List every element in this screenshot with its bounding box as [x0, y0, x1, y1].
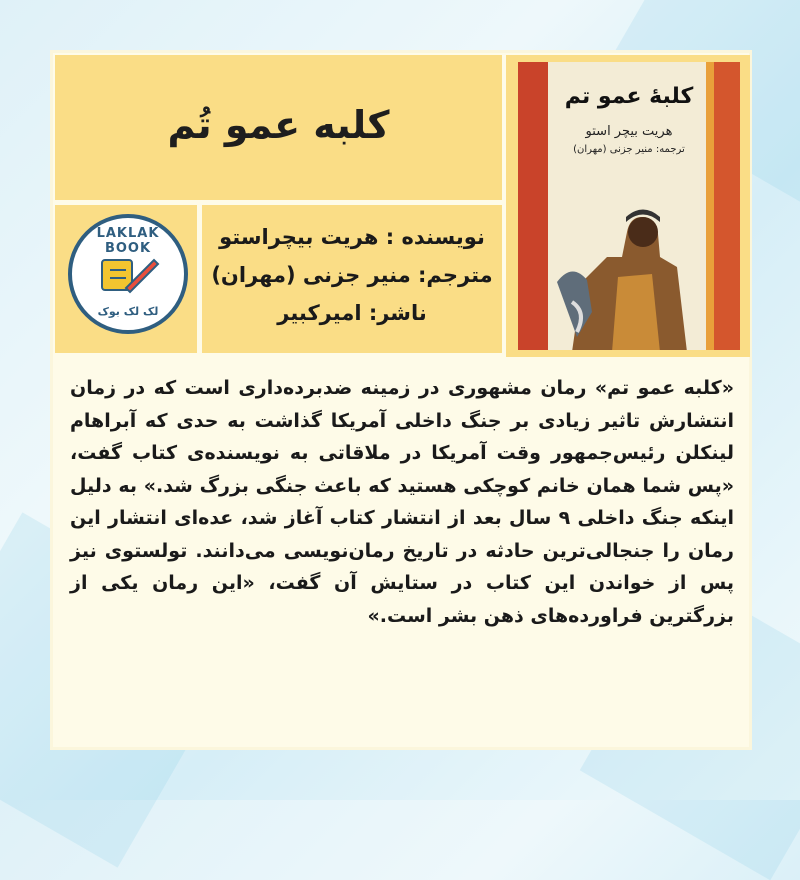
book-description: «کلبه عمو تم» رمان مشهوری در زمینه ضدبرده‌داری است که در زمان انتشارش تاثیر زیادی بر جنگ داخلی آمریکا گذاشت به حدی که آبراهام لینکلن رئیس‌جمهور وقت آمریکا در ملاقاتی به نویسنده‌ی کتاب گفت، «پس شما همان خانم کوچکی هستید که باعث جنگی بزرگ شد.» به دلیل اینکه جنگ داخلی ۹ سال بعد از انتشار کتاب آغاز شد، عده‌ای انتشار این رمان را جنجالی‌ترین حادثه در تاریخ رمان‌نویسی می‌دانند. تولستوی نیز پس از خواندن این کتاب در ستایش آن گفت، «این رمان یکی از بزرگترین فراورده‌های ذهن بشر است.»: [70, 377, 734, 627]
cover-author: هریت بیچر استو: [585, 124, 673, 139]
publisher-line: ناشر: امیرکبیر: [277, 301, 427, 325]
logo-text: LAKLAK BOOK: [96, 226, 160, 256]
cover-illustration: [552, 162, 702, 350]
info-panel: [202, 205, 502, 353]
translator-line: مترجم: منیر جزنی (مهران): [211, 263, 493, 287]
logo-text: لک لک بوک: [97, 305, 159, 318]
cover-stripe: [714, 62, 740, 350]
cover-stripe: [706, 62, 714, 350]
cover-title: کلبهٔ عمو تم: [564, 84, 694, 109]
cover-spine-band: [518, 62, 548, 350]
author-line: نویسنده : هریت بیچراستو: [219, 225, 485, 249]
book-title: کلبه عمو تُم: [167, 103, 390, 147]
book-cover-image: [518, 62, 740, 350]
laklak-book-logo: [68, 214, 188, 334]
cover-translator: ترجمه: منیر جزنی (مهران): [573, 144, 685, 155]
book-pen-icon: [96, 252, 160, 296]
title-panel: [55, 55, 502, 200]
